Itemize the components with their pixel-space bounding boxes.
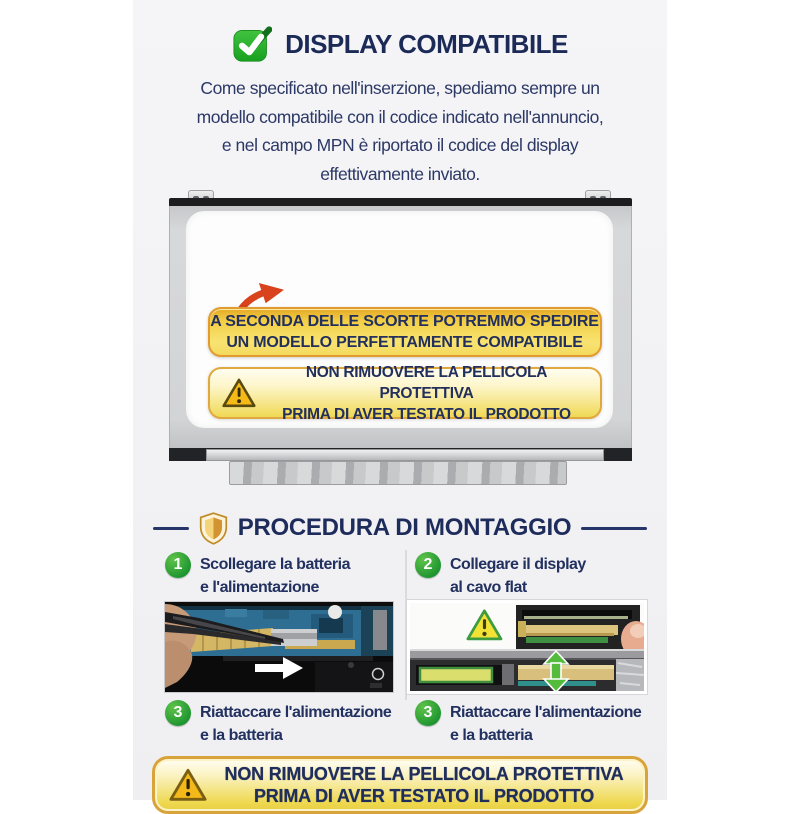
warning-triangle-icon bbox=[222, 378, 256, 409]
step-1 bbox=[165, 552, 350, 599]
intro-paragraph bbox=[133, 74, 667, 188]
footer-banner-text: NON RIMUOVERE LA PELLICOLA PROTETTIVA PRIMA DI AVER TESTATO IL PRODOTTO bbox=[224, 764, 624, 806]
step-number-badge: 1 bbox=[165, 552, 191, 578]
procedure-steps bbox=[133, 550, 667, 750]
panel-foil-strip bbox=[229, 461, 567, 485]
step-number-badge: 3 bbox=[165, 700, 191, 726]
footer-warning-banner bbox=[152, 756, 648, 814]
procedure-title: PROCEDURA DI MONTAGGIO bbox=[237, 514, 572, 541]
page-title: DISPLAY COMPATIBILE bbox=[285, 28, 568, 59]
step-text: Collegare il display al cavo flat bbox=[450, 556, 586, 596]
procedure-heading bbox=[133, 510, 667, 546]
intro-line: effettivamente inviato. bbox=[320, 163, 480, 184]
banner-line: UN MODELLO PERFETTAMENTE COMPATIBILE bbox=[226, 334, 583, 351]
protective-film-banner bbox=[208, 363, 602, 423]
step-number-badge: 2 bbox=[415, 552, 441, 578]
banner-line: A SECONDA DELLE SCORTE POTREMMO SPEDIRE bbox=[210, 313, 599, 330]
panel-connector-bar bbox=[206, 449, 604, 461]
photo-connect-flat-cable bbox=[407, 600, 647, 694]
heading-rule-left bbox=[153, 527, 189, 530]
warning-triangle-icon bbox=[169, 768, 207, 803]
step-text: Scollegare la batteria e l'alimentazione bbox=[200, 556, 350, 596]
step-text: Riattaccare l'alimentazione e la batteria bbox=[200, 704, 392, 744]
page-header bbox=[133, 24, 667, 64]
banner-text: NON RIMUOVERE LA PELLICOLA PROTETTIVA PRIMA DI AVER TESTATO IL PRODOTTO bbox=[282, 363, 571, 423]
step-number-badge: 3 bbox=[415, 700, 441, 726]
step-3-left bbox=[165, 700, 391, 747]
step-2 bbox=[415, 552, 586, 599]
intro-line: Come specificato nell'inserzione, spediamo sempre un bbox=[200, 78, 600, 98]
stock-notice-banner bbox=[208, 307, 602, 357]
check-icon bbox=[232, 25, 272, 63]
shield-icon bbox=[199, 512, 228, 545]
laptop-panel-image bbox=[169, 190, 632, 486]
intro-line: e nel campo MPN è riportato il codice del display bbox=[221, 135, 579, 155]
step-3-right bbox=[415, 700, 641, 747]
step-text: Riattaccare l'alimentazione e la batteria bbox=[450, 704, 642, 744]
content-column bbox=[133, 0, 667, 806]
intro-line: modello compatibile con il codice indicato nell'annuncio, bbox=[196, 106, 604, 127]
heading-rule-right bbox=[581, 527, 647, 530]
photo-disconnect-battery bbox=[165, 602, 393, 692]
